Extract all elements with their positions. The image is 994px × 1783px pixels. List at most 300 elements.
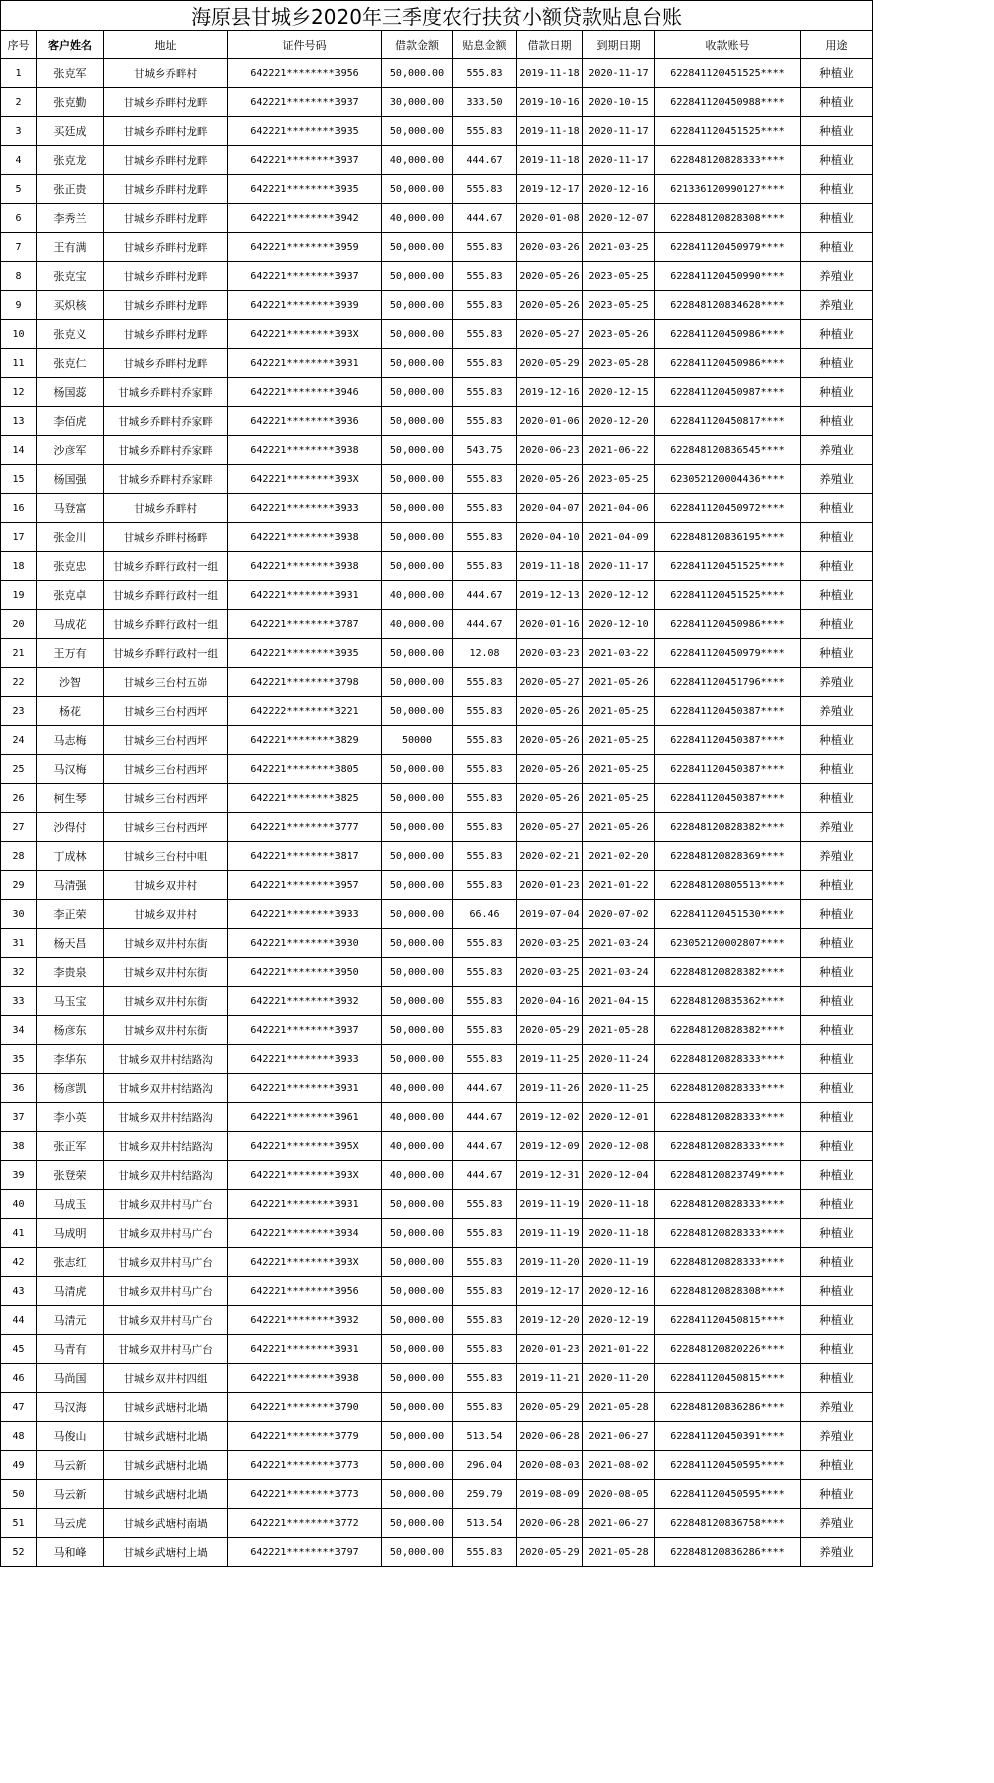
cell-purpose: 种植业 [801, 523, 873, 552]
cell-loan-amount: 50,000.00 [382, 117, 453, 146]
cell-index: 2 [1, 88, 37, 117]
cell-due-date: 2021-04-06 [583, 494, 655, 523]
cell-loan-amount: 50,000.00 [382, 436, 453, 465]
cell-account-number: 622848120828333**** [655, 146, 801, 175]
cell-loan-date: 2019-11-19 [517, 1219, 583, 1248]
cell-loan-amount: 50,000.00 [382, 1190, 453, 1219]
cell-index: 35 [1, 1045, 37, 1074]
cell-account-number: 622848120828333**** [655, 1074, 801, 1103]
cell-account-number: 622848120828382**** [655, 958, 801, 987]
cell-address: 甘城乡武塘村北堝 [104, 1393, 228, 1422]
cell-index: 33 [1, 987, 37, 1016]
cell-index: 41 [1, 1219, 37, 1248]
cell-address: 甘城乡乔畔村龙畔 [104, 349, 228, 378]
cell-id-number: 642221********3931 [228, 1074, 382, 1103]
cell-id-number: 642221********3937 [228, 1016, 382, 1045]
cell-id-number: 642221********3961 [228, 1103, 382, 1132]
cell-address: 甘城乡乔畔村乔家畔 [104, 465, 228, 494]
cell-subsidy-amount: 555.83 [453, 465, 517, 494]
cell-subsidy-amount: 555.83 [453, 1335, 517, 1364]
cell-account-number: 622841120450972**** [655, 494, 801, 523]
cell-purpose: 养殖业 [801, 291, 873, 320]
cell-subsidy-amount: 555.83 [453, 842, 517, 871]
cell-index: 39 [1, 1161, 37, 1190]
cell-due-date: 2021-05-25 [583, 755, 655, 784]
cell-loan-amount: 40,000.00 [382, 581, 453, 610]
cell-account-number: 622841120451525**** [655, 117, 801, 146]
cell-due-date: 2021-05-25 [583, 697, 655, 726]
cell-address: 甘城乡双井村东街 [104, 958, 228, 987]
cell-address: 甘城乡三台村西坪 [104, 755, 228, 784]
cell-loan-date: 2020-02-21 [517, 842, 583, 871]
cell-due-date: 2020-12-07 [583, 204, 655, 233]
cell-customer-name: 李小英 [37, 1103, 104, 1132]
cell-address: 甘城乡乔畔村 [104, 494, 228, 523]
cell-loan-amount: 50,000.00 [382, 349, 453, 378]
cell-subsidy-amount: 555.83 [453, 1393, 517, 1422]
cell-index: 18 [1, 552, 37, 581]
cell-loan-amount: 50,000.00 [382, 1306, 453, 1335]
cell-account-number: 622841120450387**** [655, 697, 801, 726]
cell-subsidy-amount: 444.67 [453, 1132, 517, 1161]
table-row [1, 436, 873, 465]
cell-loan-amount: 50,000.00 [382, 987, 453, 1016]
cell-account-number: 622841120450979**** [655, 639, 801, 668]
table-row [1, 407, 873, 436]
table-row [1, 1219, 873, 1248]
cell-account-number: 622848120828333**** [655, 1103, 801, 1132]
cell-due-date: 2021-05-26 [583, 668, 655, 697]
table-row [1, 1509, 873, 1538]
cell-index: 45 [1, 1335, 37, 1364]
cell-account-number: 622841120450815**** [655, 1364, 801, 1393]
cell-id-number: 642221********3942 [228, 204, 382, 233]
table-row [1, 668, 873, 697]
cell-due-date: 2020-11-20 [583, 1364, 655, 1393]
cell-address: 甘城乡乔畔行政村一组 [104, 639, 228, 668]
cell-account-number: 622848120834628**** [655, 291, 801, 320]
cell-purpose: 种植业 [801, 1103, 873, 1132]
cell-id-number: 642221********3957 [228, 871, 382, 900]
cell-index: 4 [1, 146, 37, 175]
cell-purpose: 种植业 [801, 146, 873, 175]
cell-address: 甘城乡乔畔村龙畔 [104, 262, 228, 291]
cell-subsidy-amount: 555.83 [453, 813, 517, 842]
cell-address: 甘城乡乔畔村龙畔 [104, 175, 228, 204]
table-row [1, 1306, 873, 1335]
cell-id-number: 642221********3937 [228, 262, 382, 291]
cell-purpose: 种植业 [801, 233, 873, 262]
cell-loan-date: 2020-05-29 [517, 1016, 583, 1045]
cell-index: 29 [1, 871, 37, 900]
cell-id-number: 642221********3798 [228, 668, 382, 697]
cell-loan-amount: 40,000.00 [382, 1103, 453, 1132]
cell-loan-amount: 50,000.00 [382, 1364, 453, 1393]
cell-purpose: 种植业 [801, 1451, 873, 1480]
cell-due-date: 2020-11-17 [583, 552, 655, 581]
cell-id-number: 642221********3938 [228, 436, 382, 465]
cell-account-number: 622841120450387**** [655, 755, 801, 784]
cell-subsidy-amount: 555.83 [453, 378, 517, 407]
cell-customer-name: 李佰虎 [37, 407, 104, 436]
cell-loan-amount: 50,000.00 [382, 958, 453, 987]
cell-subsidy-amount: 444.67 [453, 610, 517, 639]
cell-subsidy-amount: 513.54 [453, 1509, 517, 1538]
cell-loan-amount: 40,000.00 [382, 1132, 453, 1161]
cell-purpose: 养殖业 [801, 1422, 873, 1451]
cell-loan-amount: 50,000.00 [382, 871, 453, 900]
cell-loan-amount: 50,000.00 [382, 494, 453, 523]
cell-index: 51 [1, 1509, 37, 1538]
cell-loan-amount: 50,000.00 [382, 639, 453, 668]
cell-account-number: 623052120002807**** [655, 929, 801, 958]
cell-loan-amount: 40,000.00 [382, 1074, 453, 1103]
col-header-subsidy-amount: 贴息金额 [453, 31, 517, 59]
cell-due-date: 2021-06-22 [583, 436, 655, 465]
cell-id-number: 642221********3772 [228, 1509, 382, 1538]
cell-customer-name: 李正荣 [37, 900, 104, 929]
cell-index: 19 [1, 581, 37, 610]
cell-account-number: 622848120828308**** [655, 204, 801, 233]
table-row [1, 900, 873, 929]
cell-purpose: 种植业 [801, 1364, 873, 1393]
cell-purpose: 种植业 [801, 784, 873, 813]
cell-loan-amount: 50,000.00 [382, 784, 453, 813]
cell-subsidy-amount: 555.83 [453, 233, 517, 262]
cell-loan-date: 2020-06-28 [517, 1509, 583, 1538]
cell-id-number: 642221********3938 [228, 552, 382, 581]
cell-loan-date: 2019-07-04 [517, 900, 583, 929]
cell-due-date: 2020-07-02 [583, 900, 655, 929]
cell-address: 甘城乡三台村西坪 [104, 784, 228, 813]
cell-purpose: 养殖业 [801, 262, 873, 291]
cell-account-number: 622841120451796**** [655, 668, 801, 697]
cell-purpose: 种植业 [801, 407, 873, 436]
cell-customer-name: 马清强 [37, 871, 104, 900]
cell-account-number: 622848120828382**** [655, 1016, 801, 1045]
cell-id-number: 642221********395X [228, 1132, 382, 1161]
table-row [1, 465, 873, 494]
cell-loan-amount: 50,000.00 [382, 320, 453, 349]
cell-id-number: 642221********3956 [228, 59, 382, 88]
cell-purpose: 种植业 [801, 1248, 873, 1277]
cell-subsidy-amount: 555.83 [453, 958, 517, 987]
cell-customer-name: 马云新 [37, 1451, 104, 1480]
table-row [1, 1538, 873, 1567]
col-header-customer-name: 客户姓名 [37, 31, 104, 59]
cell-customer-name: 张克忠 [37, 552, 104, 581]
cell-id-number: 642222********3221 [228, 697, 382, 726]
cell-id-number: 642221********3933 [228, 1045, 382, 1074]
cell-account-number: 622841120450391**** [655, 1422, 801, 1451]
cell-id-number: 642221********3931 [228, 1335, 382, 1364]
cell-account-number: 622848120828333**** [655, 1248, 801, 1277]
table-row [1, 523, 873, 552]
cell-subsidy-amount: 543.75 [453, 436, 517, 465]
cell-purpose: 种植业 [801, 1219, 873, 1248]
cell-loan-date: 2019-12-20 [517, 1306, 583, 1335]
cell-index: 26 [1, 784, 37, 813]
cell-index: 44 [1, 1306, 37, 1335]
cell-purpose: 种植业 [801, 871, 873, 900]
cell-due-date: 2021-05-26 [583, 813, 655, 842]
cell-customer-name: 马成明 [37, 1219, 104, 1248]
cell-due-date: 2021-05-28 [583, 1393, 655, 1422]
cell-due-date: 2023-05-25 [583, 465, 655, 494]
cell-index: 49 [1, 1451, 37, 1480]
cell-address: 甘城乡乔畔行政村一组 [104, 581, 228, 610]
cell-id-number: 642221********3829 [228, 726, 382, 755]
cell-subsidy-amount: 259.79 [453, 1480, 517, 1509]
cell-account-number: 622848120820226**** [655, 1335, 801, 1364]
table-row [1, 581, 873, 610]
cell-index: 32 [1, 958, 37, 987]
cell-loan-amount: 50,000.00 [382, 233, 453, 262]
cell-customer-name: 杨天昌 [37, 929, 104, 958]
cell-loan-date: 2020-01-23 [517, 871, 583, 900]
cell-index: 50 [1, 1480, 37, 1509]
cell-due-date: 2020-11-18 [583, 1190, 655, 1219]
cell-due-date: 2021-04-15 [583, 987, 655, 1016]
cell-subsidy-amount: 555.83 [453, 175, 517, 204]
cell-index: 40 [1, 1190, 37, 1219]
cell-loan-amount: 50,000.00 [382, 1335, 453, 1364]
cell-subsidy-amount: 66.46 [453, 900, 517, 929]
table-row [1, 146, 873, 175]
cell-account-number: 622841120450595**** [655, 1480, 801, 1509]
cell-address: 甘城乡乔畔行政村一组 [104, 552, 228, 581]
cell-purpose: 种植业 [801, 117, 873, 146]
cell-address: 甘城乡武塘村北堝 [104, 1480, 228, 1509]
cell-address: 甘城乡双井村结路沟 [104, 1103, 228, 1132]
cell-account-number: 622848120828308**** [655, 1277, 801, 1306]
cell-id-number: 642221********3937 [228, 146, 382, 175]
cell-subsidy-amount: 555.83 [453, 1219, 517, 1248]
cell-index: 16 [1, 494, 37, 523]
table-row [1, 726, 873, 755]
cell-address: 甘城乡双井村马广台 [104, 1219, 228, 1248]
cell-due-date: 2020-11-25 [583, 1074, 655, 1103]
table-row [1, 1335, 873, 1364]
cell-account-number: 623052120004436**** [655, 465, 801, 494]
cell-due-date: 2021-01-22 [583, 1335, 655, 1364]
cell-index: 30 [1, 900, 37, 929]
table-row [1, 1422, 873, 1451]
cell-account-number: 622841120450987**** [655, 378, 801, 407]
cell-loan-amount: 50,000.00 [382, 465, 453, 494]
cell-index: 15 [1, 465, 37, 494]
col-header-purpose: 用途 [801, 31, 873, 59]
cell-loan-date: 2020-05-26 [517, 697, 583, 726]
cell-due-date: 2020-08-05 [583, 1480, 655, 1509]
cell-loan-date: 2020-05-26 [517, 465, 583, 494]
cell-customer-name: 王有满 [37, 233, 104, 262]
cell-id-number: 642221********3931 [228, 1190, 382, 1219]
cell-due-date: 2023-05-25 [583, 262, 655, 291]
cell-account-number: 622848120836286**** [655, 1538, 801, 1567]
cell-customer-name: 沙智 [37, 668, 104, 697]
cell-loan-amount: 30,000.00 [382, 88, 453, 117]
cell-purpose: 种植业 [801, 726, 873, 755]
cell-subsidy-amount: 555.83 [453, 349, 517, 378]
cell-loan-date: 2019-11-26 [517, 1074, 583, 1103]
cell-address: 甘城乡双井村 [104, 871, 228, 900]
cell-purpose: 种植业 [801, 1306, 873, 1335]
table-row [1, 610, 873, 639]
cell-index: 46 [1, 1364, 37, 1393]
cell-subsidy-amount: 555.83 [453, 320, 517, 349]
cell-id-number: 642221********3777 [228, 813, 382, 842]
cell-account-number: 622841120450815**** [655, 1306, 801, 1335]
cell-customer-name: 马成花 [37, 610, 104, 639]
cell-loan-date: 2019-11-18 [517, 552, 583, 581]
table-row [1, 320, 873, 349]
table-row [1, 1074, 873, 1103]
table-row [1, 349, 873, 378]
cell-id-number: 642221********3933 [228, 900, 382, 929]
table-row [1, 1248, 873, 1277]
cell-account-number: 622848120836195**** [655, 523, 801, 552]
cell-index: 21 [1, 639, 37, 668]
cell-index: 38 [1, 1132, 37, 1161]
cell-customer-name: 马汉梅 [37, 755, 104, 784]
cell-address: 甘城乡武塘村北堝 [104, 1422, 228, 1451]
cell-address: 甘城乡双井村东街 [104, 929, 228, 958]
cell-index: 42 [1, 1248, 37, 1277]
cell-purpose: 种植业 [801, 1335, 873, 1364]
cell-purpose: 种植业 [801, 1277, 873, 1306]
cell-address: 甘城乡乔畔村乔家畔 [104, 407, 228, 436]
cell-loan-date: 2020-05-26 [517, 726, 583, 755]
cell-customer-name: 张克仁 [37, 349, 104, 378]
cell-index: 20 [1, 610, 37, 639]
cell-purpose: 种植业 [801, 1132, 873, 1161]
cell-purpose: 种植业 [801, 1480, 873, 1509]
table-row [1, 494, 873, 523]
cell-id-number: 642221********393X [228, 465, 382, 494]
cell-due-date: 2021-03-22 [583, 639, 655, 668]
cell-id-number: 642221********3950 [228, 958, 382, 987]
cell-purpose: 养殖业 [801, 1509, 873, 1538]
cell-loan-amount: 50,000.00 [382, 900, 453, 929]
table-row [1, 233, 873, 262]
cell-id-number: 642221********3817 [228, 842, 382, 871]
cell-customer-name: 马青有 [37, 1335, 104, 1364]
cell-loan-date: 2019-12-17 [517, 175, 583, 204]
cell-loan-date: 2019-12-17 [517, 1277, 583, 1306]
cell-address: 甘城乡双井村马广台 [104, 1306, 228, 1335]
cell-purpose: 种植业 [801, 929, 873, 958]
cell-loan-amount: 40,000.00 [382, 610, 453, 639]
cell-purpose: 种植业 [801, 175, 873, 204]
cell-customer-name: 马志梅 [37, 726, 104, 755]
cell-id-number: 642221********3936 [228, 407, 382, 436]
cell-id-number: 642221********393X [228, 320, 382, 349]
cell-address: 甘城乡三台村西坪 [104, 697, 228, 726]
cell-address: 甘城乡乔畔村乔家畔 [104, 378, 228, 407]
cell-address: 甘城乡武塘村北堝 [104, 1451, 228, 1480]
cell-loan-date: 2020-03-23 [517, 639, 583, 668]
cell-id-number: 642221********3797 [228, 1538, 382, 1567]
cell-purpose: 种植业 [801, 610, 873, 639]
cell-loan-amount: 50,000.00 [382, 697, 453, 726]
cell-loan-date: 2020-05-27 [517, 813, 583, 842]
cell-id-number: 642221********3937 [228, 88, 382, 117]
cell-account-number: 622848120828333**** [655, 1045, 801, 1074]
cell-account-number: 622848120835362**** [655, 987, 801, 1016]
cell-index: 28 [1, 842, 37, 871]
cell-due-date: 2020-11-17 [583, 117, 655, 146]
table-row [1, 175, 873, 204]
table-row [1, 1277, 873, 1306]
cell-loan-amount: 50,000.00 [382, 1422, 453, 1451]
cell-address: 甘城乡乔畔村龙畔 [104, 320, 228, 349]
cell-loan-amount: 50,000.00 [382, 1509, 453, 1538]
cell-due-date: 2021-03-25 [583, 233, 655, 262]
cell-account-number: 622848120836758**** [655, 1509, 801, 1538]
cell-index: 43 [1, 1277, 37, 1306]
cell-address: 甘城乡双井村结路沟 [104, 1074, 228, 1103]
cell-account-number: 622848120828333**** [655, 1190, 801, 1219]
table-row [1, 842, 873, 871]
cell-subsidy-amount: 555.83 [453, 291, 517, 320]
cell-subsidy-amount: 555.83 [453, 1538, 517, 1567]
col-header-loan-date: 借款日期 [517, 31, 583, 59]
cell-account-number: 622848120828333**** [655, 1219, 801, 1248]
cell-address: 甘城乡乔畔村 [104, 59, 228, 88]
cell-loan-amount: 50,000.00 [382, 378, 453, 407]
cell-purpose: 种植业 [801, 581, 873, 610]
cell-purpose: 种植业 [801, 494, 873, 523]
cell-address: 甘城乡乔畔村杨畔 [104, 523, 228, 552]
cell-subsidy-amount: 555.83 [453, 523, 517, 552]
cell-due-date: 2020-11-18 [583, 1219, 655, 1248]
cell-due-date: 2021-08-02 [583, 1451, 655, 1480]
cell-due-date: 2020-11-24 [583, 1045, 655, 1074]
cell-subsidy-amount: 555.83 [453, 1045, 517, 1074]
cell-account-number: 622841120450986**** [655, 610, 801, 639]
cell-loan-amount: 50,000.00 [382, 842, 453, 871]
cell-customer-name: 马和峰 [37, 1538, 104, 1567]
cell-subsidy-amount: 555.83 [453, 726, 517, 755]
cell-address: 甘城乡乔畔行政村一组 [104, 610, 228, 639]
cell-loan-date: 2020-04-10 [517, 523, 583, 552]
cell-customer-name: 柯生琴 [37, 784, 104, 813]
cell-subsidy-amount: 555.83 [453, 697, 517, 726]
cell-due-date: 2020-12-04 [583, 1161, 655, 1190]
cell-due-date: 2021-04-09 [583, 523, 655, 552]
header-row [1, 31, 873, 59]
cell-index: 11 [1, 349, 37, 378]
cell-address: 甘城乡乔畔村龙畔 [104, 204, 228, 233]
cell-loan-date: 2020-01-23 [517, 1335, 583, 1364]
cell-purpose: 种植业 [801, 755, 873, 784]
cell-loan-date: 2020-05-26 [517, 291, 583, 320]
cell-account-number: 622848120823749**** [655, 1161, 801, 1190]
cell-index: 5 [1, 175, 37, 204]
cell-loan-date: 2019-12-31 [517, 1161, 583, 1190]
cell-account-number: 622841120450990**** [655, 262, 801, 291]
table-row [1, 1364, 873, 1393]
cell-customer-name: 张克宝 [37, 262, 104, 291]
cell-loan-amount: 50,000.00 [382, 1248, 453, 1277]
cell-index: 27 [1, 813, 37, 842]
cell-address: 甘城乡乔畔村龙畔 [104, 117, 228, 146]
cell-purpose: 种植业 [801, 1016, 873, 1045]
cell-address: 甘城乡乔畔村乔家畔 [104, 436, 228, 465]
cell-customer-name: 马俊山 [37, 1422, 104, 1451]
cell-due-date: 2020-12-19 [583, 1306, 655, 1335]
